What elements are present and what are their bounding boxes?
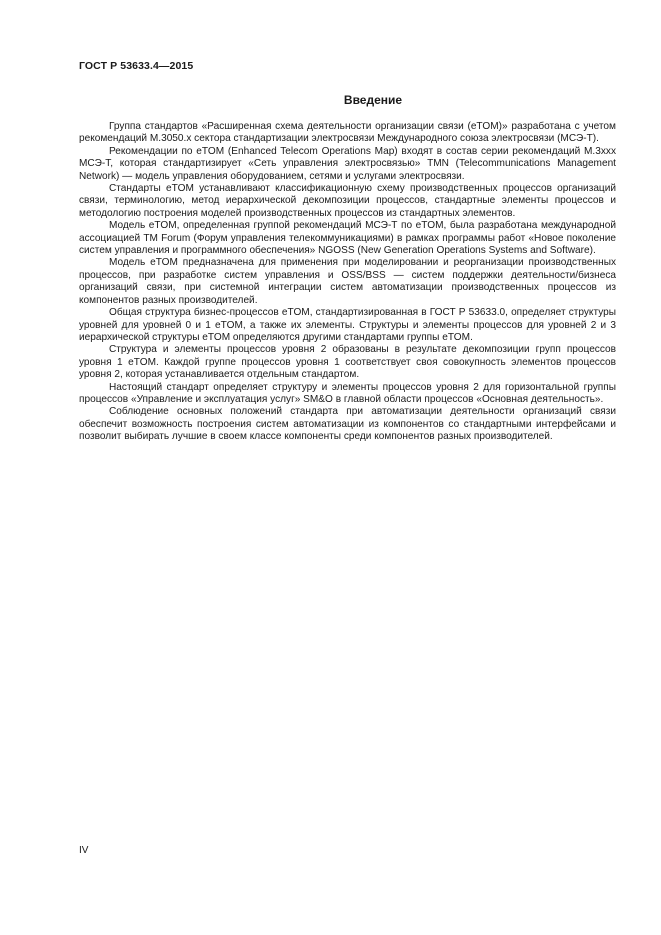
introduction-body: [79, 121, 616, 444]
paragraph-8: Настоящий стандарт определяет структуру и элементы процессов уровня 2 для горизонтальной группы процессов «Управление и эксплуатация услуг» SM&O в главной области процессов «Основная деятельность».: [79, 381, 616, 405]
paragraph-9: Соблюдение основных положений стандарта при автоматизации деятельности организаций связи обеспечит возможность построения систем автоматизации из компонентов со стандартными интерфейсами и позволит выбирать лучшие в своем классе компоненты среди компонентов разных производителей.: [79, 406, 616, 443]
paragraph-5: Модель eTOM предназначена для применения при моделировании и реорганизации производственных процессов, при разработке систем управления и OSS/BSS — систем поддержки деятельности/бизнеса организаций связи, при системной интеграции систем автоматизации производственных процессов из компонентов разных производителей.: [79, 257, 616, 306]
paragraph-4: Модель eTOM, определенная группой рекомендаций МСЭ-Т по eTOM, была разработана международной ассоциацией TM Forum (Форум управления телекоммуникациями) в рамках программы работ «Новое поколение систем управления и программного обеспечения» NGOSS (New Generation Operations Systems and Software).: [79, 220, 616, 257]
standard-id-header: ГОСТ Р 53633.4—2015: [79, 60, 194, 72]
paragraph-2: Рекомендации по eTOM (Enhanced Telecom Operations Map) входят в состав серии рекомендаций М.3ххх МСЭ-Т, которая стандартизирует «Сеть управления электросвязью» TMN (Telecommunications Management Network) — модель управления оборудованием, сетями и услугами электросвязи.: [79, 145, 616, 182]
paragraph-3: Стандарты eTOM устанавливают классификационную схему производственных процессов организаций связи, терминологию, метод иерархической декомпозиции процессов, стандартные элементы процессов и методологию построения моделей производственных процессов из стандартных элементов.: [79, 183, 616, 219]
paragraph-6: Общая структура бизнес-процессов eTOM, стандартизированная в ГОСТ Р 53633.0, определяет структуры уровней для уровней 0 и 1 eTOM, а также их элементы. Структуры и элементы процессов для уровней 2 и 3 иерархической структуры eTOM определяются другими стандартами группы eTOM.: [79, 307, 616, 343]
paragraph-1: Группа стандартов «Расширенная схема деятельности организации связи (eTOM)» разработана с учетом рекомендаций М.3050.х сектора стандартизации электросвязи Международного союза электросвязи (МСЭ-Т).: [79, 121, 616, 145]
page-number: IV: [79, 845, 89, 856]
paragraph-7: Структура и элементы процессов уровня 2 образованы в результате декомпозиции групп процессов уровня 1 eTOM. Каждой группе процессов уровня 1 соответствует своя совокупность элементов процессов уровня 2, которая устанавливается отдельным стандартом.: [79, 344, 616, 381]
section-title: Введение: [343, 93, 403, 107]
